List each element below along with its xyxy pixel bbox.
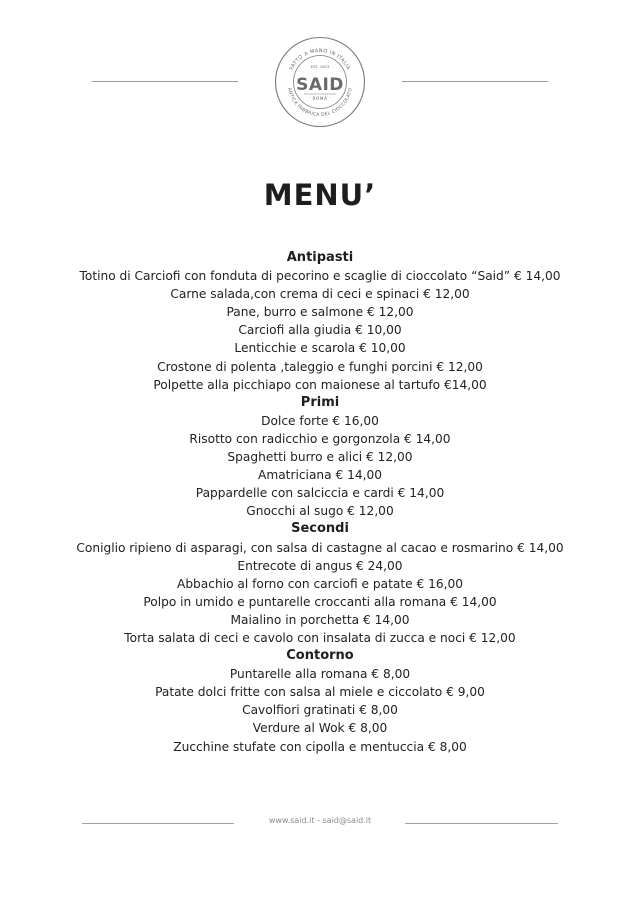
section-primi	[0, 394, 640, 521]
menu-item: Carciofi alla giudia € 10,00	[238, 323, 402, 338]
menu-item: Pappardelle con salciccia e cardi € 14,00	[195, 486, 445, 501]
menu-item: Polpo in umido e puntarelle croccanti alla romana € 14,00	[143, 594, 497, 609]
menu-item: Amatriciana € 14,00	[258, 468, 382, 483]
page-title: MENU’	[263, 178, 377, 212]
menu-item: Dolce forte € 16,00	[261, 413, 379, 428]
menu-item: Verdure al Wok € 8,00	[252, 721, 388, 736]
footer	[0, 816, 640, 825]
logo-top-arc-text: FATTO A MANO IN ITALIA	[288, 47, 352, 72]
menu-item: Lenticchie e scarola € 10,00	[234, 341, 406, 356]
menu-item: Torta salata di ceci e cavolo con insalata di zucca e noci € 12,00	[124, 630, 516, 645]
footer-separator: -	[317, 816, 320, 825]
logo-est-text: EST. 1923	[310, 64, 330, 69]
menu-item: Polpette alla picchiapo con maionese al tartufo €14,00	[153, 377, 487, 392]
said-logo	[274, 36, 366, 128]
logo-bottom-arc-text: ANTICA FABBRICA DEL CIOCCOLATO	[286, 87, 354, 119]
header-rule-right	[402, 81, 548, 82]
menu-item: Patate dolci fritte con salsa al miele e ciccolato € 9,00	[155, 685, 485, 700]
menu-item: Cavolfiori gratinati € 8,00	[242, 703, 398, 718]
footer-email-link[interactable]: said@said.it	[322, 816, 372, 825]
section-title: Primi	[300, 394, 340, 410]
menu-list	[0, 249, 640, 756]
menu-item: Coniglio ripieno di asparagi, con salsa di castagne al cacao e rosmarino € 14,00	[76, 540, 564, 555]
menu-item: Gnocchi al sugo € 12,00	[246, 504, 394, 519]
menu-item: Puntarelle alla romana € 8,00	[229, 667, 411, 682]
menu-item: Carne salada,con crema di ceci e spinaci € 12,00	[170, 287, 470, 302]
menu-item: Zucchine stufate con cipolla e mentuccia € 8,00	[173, 739, 467, 754]
menu-item: Risotto con radicchio e gorgonzola € 14,00	[189, 431, 451, 446]
menu-item: Spaghetti burro e alici € 12,00	[227, 450, 413, 465]
logo-brand-text: SAID	[296, 75, 344, 95]
menu-item: Pane, burro e salmone € 12,00	[226, 305, 414, 320]
header-rule-left	[92, 81, 238, 82]
footer-website-link[interactable]: www.said.it	[268, 816, 315, 825]
menu-item: Abbachio al forno con carciofi e patate € 16,00	[176, 576, 463, 591]
menu-item: Entrecote di angus € 24,00	[237, 558, 403, 573]
menu-item: Crostone di polenta ,taleggio e funghi porcini € 12,00	[157, 359, 483, 374]
section-antipasti	[0, 249, 640, 394]
menu-item: Maialino in porchetta € 14,00	[230, 612, 410, 627]
section-contorno	[0, 647, 640, 756]
section-secondi	[0, 520, 640, 647]
section-title: Secondi	[291, 521, 349, 537]
logo-city-text: ROMA	[312, 96, 328, 101]
section-title: Contorno	[286, 648, 354, 664]
section-title: Antipasti	[286, 250, 354, 265]
menu-item: Totino di Carciofi con fonduta di pecorino e scaglie di cioccolato “Said” € 14,00	[79, 269, 561, 284]
